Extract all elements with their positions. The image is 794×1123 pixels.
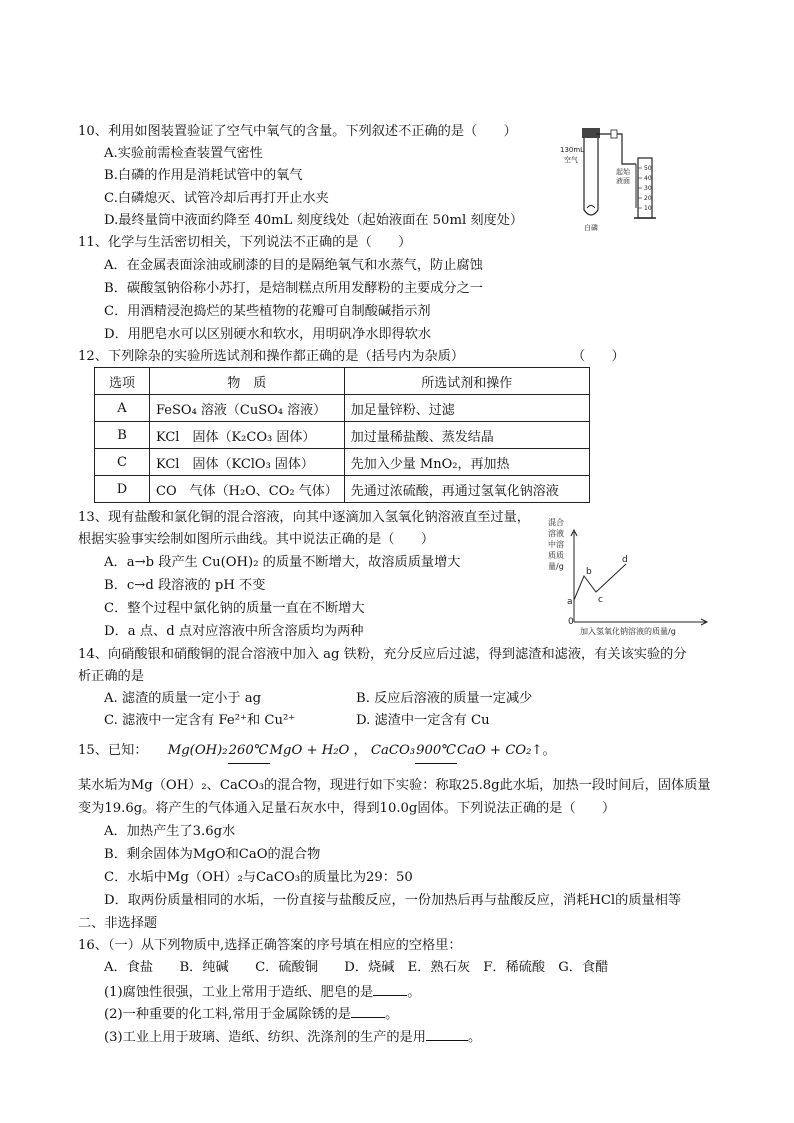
cell-substance: FeSO₄ 溶液（CuSO₄ 溶液）	[150, 395, 345, 422]
q13-stem-line2: 根据实验事实绘制如图所示曲线。其中说法正确的是（ ）	[78, 532, 435, 547]
q11-option-b: B．碳酸氢钠俗称小苏打，是焙制糕点所用发酵粉的主要成分之一	[104, 281, 483, 296]
table-row	[95, 395, 590, 422]
q16-stem: 16、（一）从下列物质中,选择正确答案的序号填在相应的空格里：	[78, 938, 462, 953]
point-d-label: d	[622, 555, 628, 565]
answer-blank[interactable]	[373, 981, 407, 996]
q14-stem-line1: 14、向硝酸银和硝酸铜的混合溶液中加入 ag 铁粉，充分反应后过滤，得到滤渣和滤液，有关该实验的分	[78, 647, 687, 662]
tick-label: 50	[644, 165, 652, 172]
cell-option: B	[95, 422, 150, 449]
q16-item-1-text: (1)腐蚀性很强，工业上常用于造纸、肥皂的是	[104, 985, 374, 1000]
q16-item-2-text: (2)一种重要的化工料,常用于金属除锈的是	[104, 1007, 352, 1022]
answer-blank[interactable]	[351, 1003, 385, 1018]
q16-choices: A．食盐 B．纯碱 C．硫酸铜 D．烧碱 E．熟石灰 F．稀硫酸 G．食醋	[104, 960, 609, 975]
q11-stem: 11、化学与生活密切相关，下列说法不正确的是（ ）	[78, 235, 412, 250]
eq2-products: CaO + CO₂↑	[457, 743, 543, 758]
q14-option-c: C. 滤液中一定含有 Fe²⁺和 Cu²⁺	[104, 713, 296, 728]
start-level-label: 起始	[616, 168, 630, 176]
q14-option-b: B. 反应后溶液的质量一定减少	[356, 691, 533, 706]
header-substance: 物 质	[150, 368, 345, 395]
eq1-products: MgO + H₂O	[269, 743, 350, 758]
q12-options-table	[94, 367, 590, 503]
q10-option-d: D.最终量筒中液面约降至 40mL 刻度线处（起始液面在 50ml 刻度处）	[104, 213, 524, 228]
q10-option-b: B.白磷的作用是消耗试管中的氧气	[104, 168, 303, 183]
origin-label: 0	[568, 617, 574, 627]
cell-reagent: 先加入少量 MnO₂，再加热	[344, 449, 589, 476]
q15-option-d: D．取两份质量相同的水垢，一份直接与盐酸反应，一份加热后再与盐酸反应，消耗HCl的质量相等	[104, 893, 682, 908]
q15-option-c: C．水垢中Mg（OH）₂与CaCO₃的质量比为29：50	[104, 870, 413, 885]
q15-option-b: B．剩余固体为MgO和CaO的混合物	[104, 847, 321, 862]
y-axis-label: 溶液	[548, 529, 564, 538]
answer-blank[interactable]	[426, 1026, 468, 1041]
phosphorus-label: 白磷	[584, 224, 598, 232]
q14-stem-line2: 析正确的是	[78, 669, 144, 684]
cell-reagent: 先通过浓硫酸，再通过氢氧化钠溶液	[344, 476, 589, 503]
y-axis-label: 中溶	[548, 540, 564, 549]
q11-option-a: A．在金属表面涂油或刷漆的目的是隔绝氧气和水蒸气，防止腐蚀	[104, 258, 483, 273]
cell-option: A	[95, 395, 150, 422]
q13-solute-mass-graph	[544, 512, 714, 636]
q13-option-d: D．a 点、d 点对应溶液中所含溶质均为两种	[104, 624, 364, 639]
q14-option-a: A. 滤渣的质量一定小于 ag	[104, 691, 262, 706]
y-axis-label: 质质	[548, 551, 564, 560]
tick-label: 40	[644, 175, 652, 182]
table-row	[95, 449, 590, 476]
eq2-reactant: CaCO₃	[370, 743, 416, 758]
eq-separator: ，	[353, 743, 367, 758]
q10-option-a: A.实验前需检查装置气密性	[104, 146, 263, 161]
header-option: 选项	[95, 368, 150, 395]
q10-option-c: C.白磷熄灭、试管冷却后再打开止水夹	[104, 191, 329, 206]
eq1-reactant: Mg(OH)₂	[167, 743, 228, 758]
q10-apparatus-figure	[558, 124, 668, 234]
cell-substance: KCl 固体（KClO₃ 固体）	[150, 449, 345, 476]
air-volume-label: 130mL	[560, 146, 585, 154]
q16-item-1-end: 。	[407, 985, 421, 1000]
table-row	[95, 422, 590, 449]
point-b-label: b	[586, 567, 592, 577]
phosphorus-mark	[587, 206, 595, 209]
q11-option-c: C．用酒精浸泡捣烂的某些植物的花瓣可自制酸碱指示剂	[104, 304, 431, 319]
q15-prefix: 15、已知：	[78, 743, 148, 758]
eq-period: 。	[542, 743, 556, 758]
header-reagent: 所选试剂和操作	[344, 368, 589, 395]
eq2-condition: 900℃	[415, 739, 457, 764]
q13-option-b: B．c→d 段溶液的 pH 不变	[104, 578, 266, 593]
tick-label: 10	[644, 205, 652, 212]
q15-equation-line	[78, 739, 556, 764]
q16-item-1	[104, 981, 420, 1003]
q11-option-d: D．用肥皂水可以区别硬水和软水，用明矾净水即得软水	[104, 327, 432, 342]
cell-option: D	[95, 476, 150, 503]
cell-substance: CO 气体（H₂O、CO₂ 气体）	[150, 476, 345, 503]
tick-label: 20	[644, 195, 652, 202]
q15-para-line1: 某水垢为Mg（OH）₂、CaCO₃的混合物，现进行如下实验：称取25.8g此水垢，加热一段时间后，固体质量	[78, 778, 711, 793]
x-axis-label: 加入氢氧化钠溶液的质量/g	[580, 627, 676, 636]
y-axis-label: 混合	[548, 518, 564, 527]
q13-stem-line1: 13、现有盐酸和氯化铜的混合溶液，向其中逐滴加入氢氧化钠溶液直至过量，	[78, 510, 530, 525]
cell-substance: KCl 固体（K₂CO₃ 固体）	[150, 422, 345, 449]
q13-option-c: C．整个过程中氯化钠的质量一直在不断增大	[104, 601, 365, 616]
table-header-row	[95, 368, 590, 395]
q12-answer-paren: （ ）	[572, 349, 625, 364]
y-axis-label: 量/g	[548, 562, 564, 571]
q16-item-3-end: 。	[468, 1030, 482, 1045]
q16-item-3	[104, 1026, 481, 1048]
start-level-label-2: 液面	[616, 177, 630, 185]
q15-option-a: A．加热产生了3.6g水	[104, 824, 236, 839]
point-c-label: c	[598, 595, 603, 605]
table-row	[95, 476, 590, 503]
eq1-condition: 260℃	[228, 739, 270, 764]
q13-option-a: A．a→b 段产生 Cu(OH)₂ 的质量不断增大，故溶质质量增大	[104, 555, 461, 570]
air-label: 空气	[564, 156, 578, 164]
q15-para-line2: 变为19.6g。将产生的气体通入足量石灰水中，得到10.0g固体。下列说法正确的是（ ）	[78, 801, 616, 816]
q16-item-3-text: (3)工业上用于玻璃、造纸、纺织、洗涤剂的生产的是用	[104, 1030, 426, 1045]
q16-item-2	[104, 1003, 398, 1025]
q16-item-2-end: 。	[385, 1007, 399, 1022]
stopper	[582, 128, 600, 138]
point-a-label: a	[567, 597, 573, 607]
q14-option-d: D. 滤渣中一定含有 Cu	[356, 713, 490, 728]
cell-option: C	[95, 449, 150, 476]
connecting-tube	[596, 134, 636, 164]
clamp-icon	[611, 130, 617, 138]
q12-stem: 12、下列除杂的实验所选试剂和操作都正确的是（括号内为杂质）	[78, 349, 465, 364]
tick-label: 30	[644, 185, 652, 192]
section-heading: 二、非选择题	[78, 916, 158, 931]
test-tube	[584, 138, 598, 215]
cell-reagent: 加足量锌粉、过滤	[344, 395, 589, 422]
q10-stem: 10、利用如图装置验证了空气中氧气的含量。下列叙述不正确的是（ ）	[78, 124, 517, 139]
cell-reagent: 加过量稀盐酸、蒸发结晶	[344, 422, 589, 449]
